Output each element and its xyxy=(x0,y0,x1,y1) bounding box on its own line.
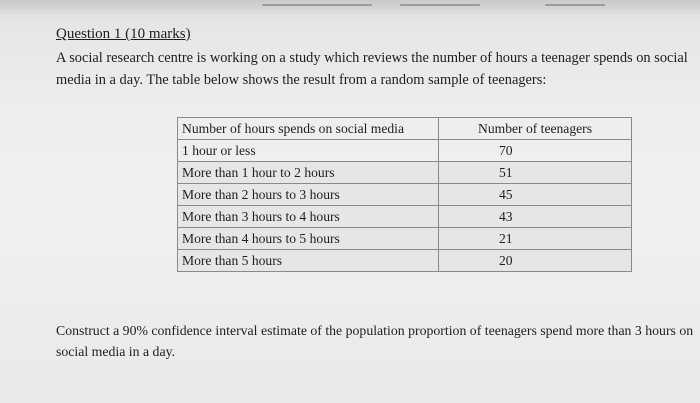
table-cell-count: 21 xyxy=(439,228,632,250)
table-cell-hours: More than 3 hours to 4 hours xyxy=(178,206,439,228)
table-cell-hours: More than 5 hours xyxy=(178,250,439,272)
hours-table xyxy=(177,117,632,272)
cropped-text-remnant xyxy=(400,4,480,6)
question-heading: Question 1 (10 marks) xyxy=(56,26,191,42)
table-row xyxy=(178,184,632,206)
table-row xyxy=(178,140,632,162)
table-cell-count: 70 xyxy=(439,140,632,162)
table-cell-hours: 1 hour or less xyxy=(178,140,439,162)
table-header-hours: Number of hours spends on social media xyxy=(178,118,439,140)
table-row xyxy=(178,206,632,228)
table-cell-count: 51 xyxy=(439,162,632,184)
table-header-count: Number of teenagers xyxy=(439,118,632,140)
question-task: Construct a 90% confidence interval estimate of the population proportion of teenagers spend more than 3 hours on social media in a day. xyxy=(56,323,694,359)
cropped-text-remnant xyxy=(545,4,605,6)
document-page xyxy=(0,14,700,403)
table-cell-hours: More than 2 hours to 3 hours xyxy=(178,184,439,206)
table-cell-count: 20 xyxy=(439,250,632,272)
table-row xyxy=(178,228,632,250)
table-header-row xyxy=(178,118,632,140)
table-cell-hours: More than 4 hours to 5 hours xyxy=(178,228,439,250)
table-cell-hours: More than 1 hour to 2 hours xyxy=(178,162,439,184)
table-cell-count: 43 xyxy=(439,206,632,228)
table-row xyxy=(178,250,632,272)
cropped-text-remnant xyxy=(262,4,372,6)
table-cell-count: 45 xyxy=(439,184,632,206)
top-cropped-strip xyxy=(0,0,700,14)
table-row xyxy=(178,162,632,184)
question-intro: A social research centre is working on a study which reviews the number of hours a teenager spends on social media in a day. The table below shows the result from a random sample of teenagers: xyxy=(56,50,688,88)
